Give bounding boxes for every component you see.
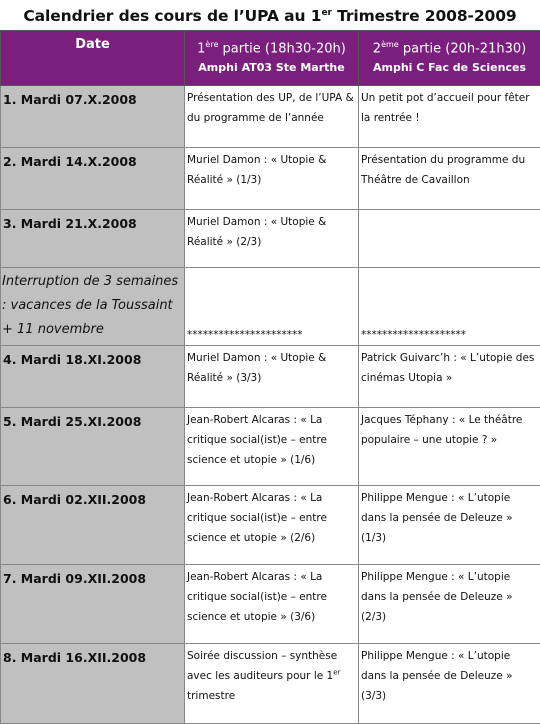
part2-cell: Philippe Mengue : « L’utopie dans la pensée de Deleuze » (1/3) (359, 486, 540, 565)
part1-cell: Jean-Robert Alcaras : « La critique social(ist)e – entre science et utopie » (2/6) (185, 486, 359, 565)
page-title: Calendrier des cours de l’UPA au 1er Trimestre 2008-2009 (0, 0, 540, 30)
part2-cell: Présentation du programme du Théâtre de Cavaillon (359, 148, 540, 210)
date-cell: 6. Mardi 02.XII.2008 (1, 486, 185, 565)
part2-cell: Jacques Téphany : « Le théâtre populaire – une utopie ? » (359, 408, 540, 486)
date-cell: 1. Mardi 07.X.2008 (1, 86, 185, 148)
date-cell: 3. Mardi 21.X.2008 (1, 210, 185, 268)
header-date: Date (1, 31, 185, 86)
part2-cell: Patrick Guivarc’h : « L’utopie des cinémas Utopia » (359, 346, 540, 408)
part2-cell (359, 210, 540, 268)
part1-cell: ********************** (185, 268, 359, 346)
date-cell: 7. Mardi 09.XII.2008 (1, 565, 185, 644)
table-row (1, 86, 540, 148)
date-cell: 2. Mardi 14.X.2008 (1, 148, 185, 210)
part1-cell: Jean-Robert Alcaras : « La critique social(ist)e – entre science et utopie » (1/6) (185, 408, 359, 486)
part1-cell: Muriel Damon : « Utopie & Réalité » (3/3) (185, 346, 359, 408)
table-row (1, 346, 540, 408)
table-header-row (1, 31, 540, 86)
table-row (1, 148, 540, 210)
part1-cell: Jean-Robert Alcaras : « La critique social(ist)e – entre science et utopie » (3/6) (185, 565, 359, 644)
table-row (1, 486, 540, 565)
part2-cell: Philippe Mengue : « L’utopie dans la pensée de Deleuze » (3/3) (359, 644, 540, 724)
table-row (1, 644, 540, 724)
table-row (1, 408, 540, 486)
part1-cell: Soirée discussion – synthèse avec les auditeurs pour le 1er trimestre (185, 644, 359, 724)
part2-cell: ******************** (359, 268, 540, 346)
date-cell: 5. Mardi 25.XI.2008 (1, 408, 185, 486)
part1-cell: Présentation des UP, de l’UPA & du programme de l’année (185, 86, 359, 148)
date-cell: 4. Mardi 18.XI.2008 (1, 346, 185, 408)
part1-cell: Muriel Damon : « Utopie & Réalité » (2/3) (185, 210, 359, 268)
header-part2: 2ème partie (20h-21h30) Amphi C Fac de Sciences (359, 31, 540, 86)
header-part1: 1ère partie (18h30-20h) Amphi AT03 Ste Marthe (185, 31, 359, 86)
table-row (1, 210, 540, 268)
date-cell: 8. Mardi 16.XII.2008 (1, 644, 185, 724)
part2-cell: Un petit pot d’accueil pour fêter la rentrée ! (359, 86, 540, 148)
table-row (1, 565, 540, 644)
schedule-table (0, 30, 540, 724)
table-row-interruption (1, 268, 540, 346)
interruption-cell: Interruption de 3 semaines : vacances de la Toussaint + 11 novembre (1, 268, 185, 346)
part2-cell: Philippe Mengue : « L’utopie dans la pensée de Deleuze » (2/3) (359, 565, 540, 644)
part1-cell: Muriel Damon : « Utopie & Réalité » (1/3) (185, 148, 359, 210)
